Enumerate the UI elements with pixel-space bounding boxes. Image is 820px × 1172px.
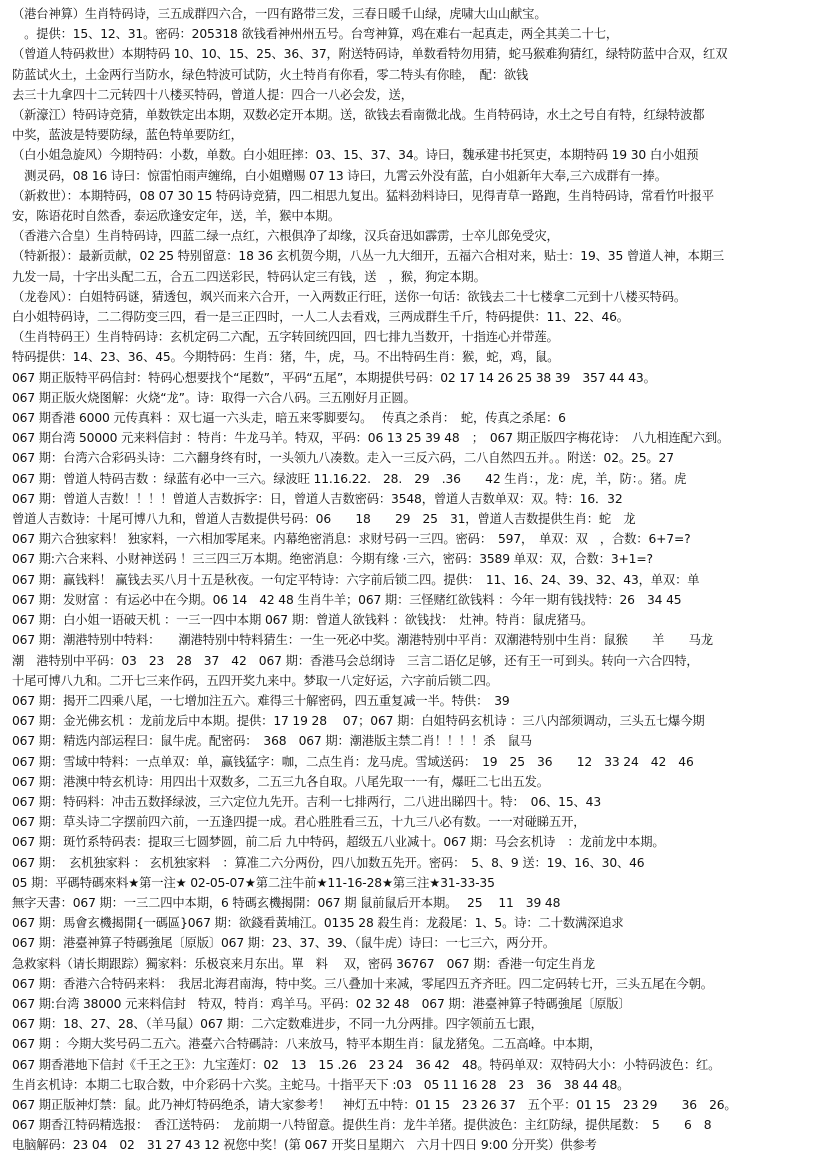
text-line: 067 期：港臺神算子特碼強尾〔原版〕067 期：23、37、39、（鼠牛虎）诗曰：一七三六，两分开。: [12, 936, 555, 951]
text-line: 电脑解码：23 04 02 31 27 43 12 祝您中奖！(第 067 开奖日星期六 六月十四日 9:00 分开奖）供参考: [12, 1138, 597, 1153]
text-line: 067 期：曾道人特码吉数 ：绿蓝有必中一三六。绿波旺 11.16.22. 28. 29 .36 42 生肖：，龙：虎，羊，防：。猪。虎: [12, 471, 687, 486]
text-line: 067 期：斑竹系特码表：提取三七圆梦圆，前二后 九中特码，超级五八业减十。067 期：马会玄机诗 ：龙前龙中本期。: [12, 835, 665, 850]
text-line: 中奖，蓝波是特要防绿，蓝色特单要防红，: [12, 128, 243, 143]
text-line: 067 期六合独家料！ 独家料，一六相加零尾来。内幕绝密消息：求财号码一三四。密码： 597， 单双：双 ，合数：6+7=?: [12, 532, 691, 547]
text-line: （特新报）：最新贡献，02 25 特别留意：18 36 玄机贺今期，八丛一九大细开，五福六合相对来，贴士：19、35 曾道人神，本期三: [12, 249, 725, 264]
text-line: 十尾可博八九和。二开七三来作码，五四开奖九来中。梦取一八定好运，六字前后锁二四。: [12, 673, 498, 688]
text-line: 067 期：白小姐一语破天机 ：一三一四中本期 067 期：曾道人欲钱料 ：欲钱找： 灶神。特肖：鼠虎猪马。: [12, 613, 594, 628]
text-line: 潮 港特别中平码：03 23 28 37 42 067 期：香港马会总纲诗 三言二语亿足够，还有王一可到头。转向一六合四特，: [12, 653, 699, 668]
text-line: 067 期：馬會玄機揭開{一碼區}067 期：欲錢看黃埔江。0135 28 殺生肖：龙殺尾：1、5。诗：二十数满深追求: [12, 916, 624, 931]
text-line: 去三十九拿四十二元转四十八楼买特码，曾道人提：四合一八必会发，送，: [12, 87, 413, 102]
text-line: 067 期：港澳中特玄机诗：用四出十双数多，二五三九各自取。八尾先取一一有，爆旺二七出五发。: [12, 774, 549, 789]
text-line: 曾道人吉数诗：十尾可博八九和，曾道人吉数提供号码：06 18 29 25 31，曾道人吉数提供生肖：蛇 龙: [12, 512, 636, 527]
text-line: 067 期：雪域中特料：一点单双：单，赢钱猛字：咖，二点生肖：龙马虎。雪域送码： 19 25 36 12 33 24 42 46: [12, 754, 694, 769]
text-line: 067 期正版火烧图解：火烧“龙”。诗：取得一六合八码。三五刚好月正圆。: [12, 390, 416, 405]
text-line: 067 期香江特码精选报： 香江送特码： 龙前期一八特留意。提供生肖：龙牛羊猪。提供波色：主红防绿，提供尾数： 5 6 8: [12, 1118, 712, 1133]
text-line: 067 期正版神灯禁：鼠。此乃神灯特码绝杀，请大家参考！ 神灯五中特：01 15 23 26 37 五个平：01 15 23 29 36 26。: [12, 1097, 737, 1112]
text-line: 05 期：平碼特碼來料★第一注★ 02-05-07★第二注牛前★11-16-28★第三注★31-33-35: [12, 875, 495, 890]
text-line: 九发一局，十字出头配二五，合五二四送彩民，特码认定三有钱，送 ，猴，狗定本期。: [12, 269, 486, 284]
text-line: 067 期：赢钱料！ 赢钱去买八月十五是秋夜。一句定平特诗：六字前后锁二四。提供： 11、16、24、39、32、43，单双：单: [12, 572, 700, 587]
text-line: 067 期香港地下信封《千王之王》：九宝莲灯：02 13 15 .26 23 24 36 42 48。特码单双：双特码大小：小特码波色：红。: [12, 1057, 721, 1072]
text-line: （生肖特码王）生肖特码诗：玄机定码二六配，五字转回统四回，四七排九当数开，十指连心并带莲。: [12, 330, 559, 345]
text-line: 067 期:六合来料、小财神送码 ！三三四三万本期。绝密消息：今期有缘 ·三六，密码：3589 单双：双，合数：3+1=?: [12, 552, 653, 567]
text-line: 067 期:台湾 38000 元来料信封 特双，特肖：鸡羊马。平码：02 32 48 067 期：港臺神算子特碼強尾〔原版〕: [12, 996, 631, 1011]
text-line: 急救家料（请长期跟踪）獨家料：乐极哀来月东出。單 料 双，密码 36767 067 期：香港一句定生肖龙: [12, 956, 595, 971]
text-line: 067 期：揭开二四乘八尾，一七增加注五六。难得三十解密码，四五重复减一半。特供： 39: [12, 693, 510, 708]
text-line: 067 期：草头诗二字摆前四六前，一五逢四提一成。君心胜胜看三五，十九三八必有数。一一对碰睇五开，: [12, 815, 586, 830]
text-line: 生肖玄机诗：本期二七取合数，中介彩码十六奖。主蛇马。十指平天下 :03 05 11 16 28 23 36 38 44 48。: [12, 1077, 630, 1092]
text-line: 067 期：发财富 ：有运必中在今期。06 14 42 48 生肖牛羊；067 期：三怪赌红欲钱料 ：今年一期有钱找特：26 34 45: [12, 592, 682, 607]
text-line: 067 期：潮港特别中特料： 潮港特别中特料猜生：一生一死必中奖。潮港特别中平肖：双潮港特别中生肖：鼠猴 羊 马龙: [12, 633, 713, 648]
text-line: 测灵码，08 16 诗曰：惊雷怕雨声缠绵，白小姐赠赐 07 13 诗曰，九霄云外没有蓝，白小姐新年大奉,三六成群有一捧。: [12, 168, 667, 183]
text-line: 067 期： 玄机独家料 ： 玄机独家料 ：算准二六分两份，四八加数五先开。密码： 5、8、9 送：19、16、30、46: [12, 855, 645, 870]
text-line: 067 期 ：今期大奖号码二五六。港臺六合特碼詩：八来放马，特平本期生肖：鼠龙猪兔。二五高峰。中本期，: [12, 1037, 602, 1052]
text-line: 067 期：精选内部运程曰：鼠牛虎。配密码： 368 067 期：潮港版主禁二肖！！！！杀 鼠马: [12, 734, 532, 749]
text-line: 無字天書：067 期：一三二四中本期，6 特碼玄機揭開：067 期 鼠前鼠后开本期。 25 11 39 48: [12, 895, 561, 910]
text-line: 安，陈语花时自然香，泰运欣逢安定年，送，羊，猴中本期。: [12, 209, 340, 224]
text-line: 特码提供：14、23、36、45。今期特码：生肖：猪，牛，虎，马。不出特码生肖：猴，蛇，鸡，鼠。: [12, 350, 560, 365]
text-line: 067 期：金光佛玄机 ：龙前龙后中本期。提供：17 19 28 07；067 期：白姐特码玄机诗 ：三八内部须调动，三头五七爆今期: [12, 714, 705, 729]
text-line: （白小姐急旋风）今期特码：小数，单数。白小姐旺摔：03、15、37、34。诗曰，魏承建书托冥吏，本期特码 19 30 白小姐预: [12, 148, 699, 163]
text-line: 067 期：香港六合特码来料： 我居北海君南海，特中奖。三八叠加十来减，零尾四五齐齐旺。四二定码转七开，三头五尾在今朝。: [12, 976, 713, 991]
text-line: 067 期：18、27、28、（羊马鼠）067 期：二六定数难进步，不同一九分两排。四字领前五七跟，: [12, 1017, 543, 1032]
text-line: （新濠江）特码诗竞猜，单数铁定出本期，双数必定开本期。送，欲钱去看南微北战。生肖特码诗，水土之号自有特，红绿特波都: [12, 108, 705, 123]
text-line: 防蓝试火土，土金两行当防水，绿色特波可试防，火土特肖有你看，零二特头有你睦， 配：欲钱: [12, 67, 529, 82]
text-line: 067 期：曾道人吉数！！！！曾道人吉数拆字：日，曾道人吉数密码：3548，曾道人吉数单双：双。特：16．32: [12, 491, 623, 506]
text-line: 。提供：15、12、31。密码：205318 欲钱看神州州五号。台弯神算，鸡在难右一起真走，两全其美二十七，: [12, 27, 619, 42]
text-line: （香港六合皇）生肖特码诗，四蓝二绿一点红，六根俱净了却缘，汉兵奋迅如霹雳，士卒儿郎免受灾，: [12, 229, 559, 244]
text-line: 067 期香港 6000 元传真料 ：双七逼一六头走，暗五来零脚要勾。 传真之杀肖： 蛇，传真之杀尾：6: [12, 411, 566, 426]
text-line: 067 期台湾 50000 元来料信封 ：特肖：牛龙马羊。特双，平码：06 13 25 39 48 ； 067 期正版四字梅花诗： 八九相连配六到。: [12, 431, 730, 446]
text-line: （港台神算）生肖特码诗，三五成群四六合，一四有路带三发，三春日暖千山绿，虎啸大山山献宝。: [12, 7, 547, 21]
text-line: 067 期：台湾六合彩码头诗：二六翻身终有时，一头领九八凑数。走入一三反六码，二八自然四五并。。附送：02。25。27: [12, 451, 674, 466]
text-line: 067 期：特码料：冲击五数择绿波，三六定位九先开。吉利一七排两行，二八进出睇四十。特： 06、15、43: [12, 794, 601, 809]
text-line: （龙卷风）：白姐特码谜，猜透包，飒兴而来六合开，一入两数正行旺，送你一句话：欲钱去二十七楼拿二元到十八楼买特码。: [12, 289, 687, 304]
text-line: 067 期正版特平码信封：特码心想要找个“尾数”，平码“五尾”，本期提供号码：02 17 14 26 25 38 39 357 44 43。: [12, 370, 656, 385]
text-line: （曾道人特码救世）本期特码 10、10、15、25、36、37，附送特码诗，单数看特勿用猜，蛇马猴难狗猜红，绿特防蓝中合双，红双: [12, 47, 728, 62]
text-line: （新救世）：本期特码，08 07 30 15 特码诗竞猜，四二相思九复出。猛料劲料诗曰，见得青草一路跑，生肖特码诗，常看竹叶报平: [12, 188, 714, 203]
text-line: 白小姐特码诗，二二得防变三四，看一是三正四时，一人二人去看戏，三两成群生千斤，特码提供：11、22、46。: [12, 310, 629, 325]
